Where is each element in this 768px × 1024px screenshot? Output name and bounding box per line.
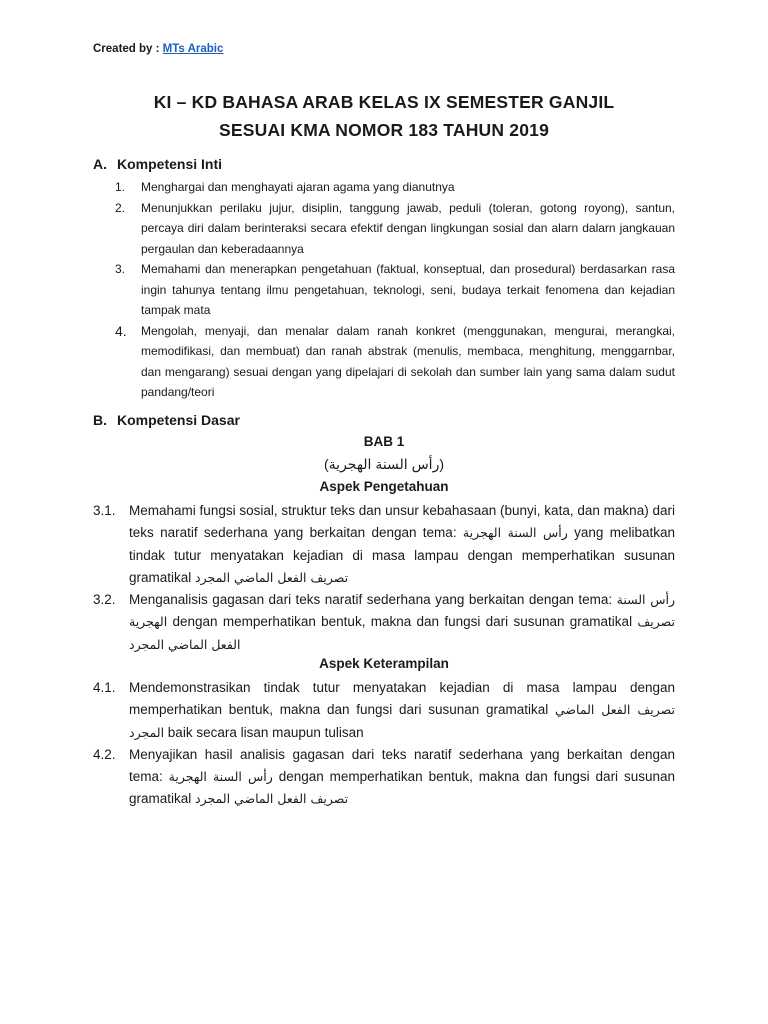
created-by-line bbox=[93, 43, 223, 55]
aspek-pengetahuan-heading: Aspek Pengetahuan bbox=[319, 479, 449, 494]
section-a-letter: A. bbox=[93, 156, 107, 172]
kd-keterampilan-list bbox=[93, 677, 675, 811]
section-a-heading bbox=[93, 156, 222, 172]
document-title-line2: SESUAI KMA NOMOR 183 TAHUN 2019 bbox=[218, 120, 550, 140]
kd-pengetahuan-list bbox=[93, 500, 675, 656]
aspek-keterampilan-heading: Aspek Keterampilan bbox=[319, 656, 449, 671]
kompetensi-inti-list bbox=[115, 177, 675, 403]
list-item: 3.1. Memahami fungsi sosial, struktur teks dan unsur kebahasaan (bunyi, kata, dan makna) dari teks naratif sederhana yang berkaitan dengan tema: رأس السنة الهجرية yang melibatkan tindak tutur menyatakan kejadian di masa lampau dengan memperhatikan susunan gramatikal تصريف الفعل الماضي المجرد bbox=[93, 503, 676, 585]
list-item: 3.2. Menganalisis gagasan dari teks naratif sederhana yang berkaitan dengan tema: رأس السنة الهجرية dengan memperhatikan bentuk, makna dan fungsi dari susunan gramatikal تصريف الفعل الماضي المجرد bbox=[93, 592, 676, 652]
section-b-letter: B. bbox=[93, 412, 107, 428]
section-a-title: Kompetensi Inti bbox=[117, 156, 223, 172]
section-b-title: Kompetensi Dasar bbox=[117, 412, 240, 428]
list-item: 4.2. Menyajikan hasil analisis gagasan dari teks naratif sederhana yang berkaitan dengan tema: رأس السنة الهجرية dengan memperhatikan bentuk, makna dan fungsi dari susunan gramatikal تصريف الفعل الماضي المجرد bbox=[93, 746, 676, 807]
author-link[interactable]: MTs Arabic bbox=[162, 43, 224, 55]
list-item: 4.1. Mendemonstrasikan tindak tutur menyatakan kejadian di masa lampau dengan memperhatikan bentuk, makna dan fungsi dari susunan gramatikal تصريف الفعل الماضي المجرد baik secara lisan maupun tulisan bbox=[93, 680, 675, 740]
section-b-heading bbox=[93, 412, 240, 428]
list-item: 1. Menghargai dan menghayati ajaran agama yang dianutnya bbox=[115, 180, 455, 194]
list-item: 3. Memahami dan menerapkan pengetahuan (faktual, konseptual, dan prosedural) berdasarkan rasa ingin tahunya tentang ilmu pengetahuan, teknologi, seni, budaya terkait fenomena dan kejadian tampak mata bbox=[115, 262, 675, 317]
list-item: 2. Menunjukkan perilaku jujur, disiplin, tanggung jawab, peduli (toleran, gotong royong), santun, percaya diri dalam berinteraksi secara efektif dengan lingkungan sosial dan alarn dalarn jangkauan pergaulan dan keberadaannya bbox=[115, 200, 675, 256]
created-by-label: Created by : bbox=[93, 43, 160, 55]
list-item: 4. Mengolah, menyaji, dan menalar dalam ranah konkret (menggunakan, mengurai, merangkai, memodifikasi, dan membuat) dan ranah abstrak (menulis, membaca, menghitung, menggarnbar, dan mengarang) sesuai dengan yang dipelajari di sekolah dan sumber lain yang sama dalam sudut pandang/teori bbox=[115, 322, 675, 399]
bab-arabic-title: (رأس السنة الهجرية) bbox=[324, 456, 444, 472]
bab-heading: BAB 1 bbox=[363, 434, 405, 449]
document-title-line1: KI – KD BAHASA ARAB KELAS IX SEMESTER GANJIL bbox=[153, 92, 615, 112]
